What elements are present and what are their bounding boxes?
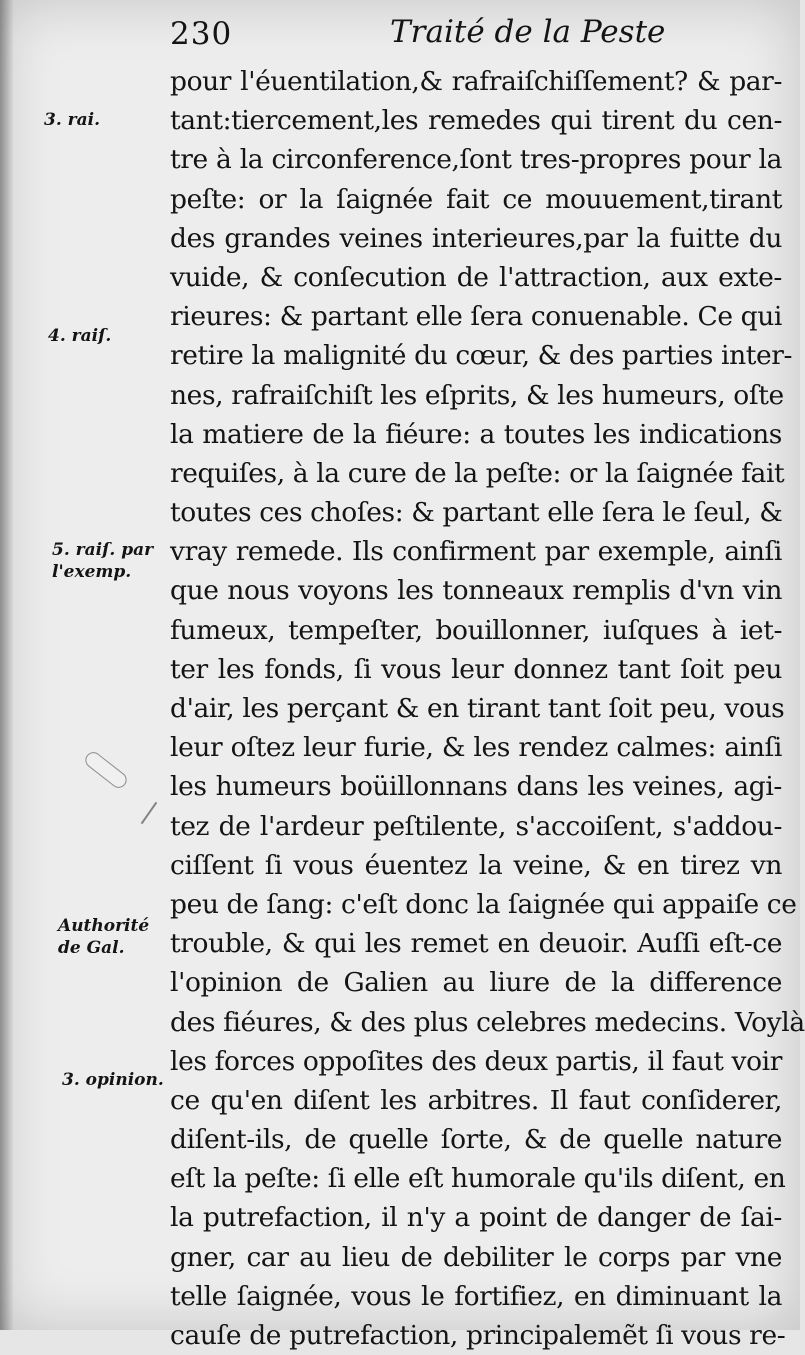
margin-notes [0,62,170,1330]
text-line: diſent-ils, de quelle ſorte, & de quelle nature [170,1124,782,1156]
margin-note: de Gal. [58,938,125,958]
text-line: pour l'éuentilation,& rafraiſchiſſement? & par- [170,66,782,97]
margin-note: 3. opinion. [62,1070,164,1090]
margin-note: Authorité [58,916,150,936]
text-line: ter les fonds, ſi vous leur donnez tant ſoit peu [170,653,782,685]
text-line: l'opinion de Galien au liure de la difference [170,967,782,999]
text-line: peu de ſang: c'eſt donc la ſaignée qui appaiſe ce [170,888,797,920]
margin-note: 5. raiſ. par [52,540,154,560]
text-line: trouble, & qui les remet en deuoir. Auſſi eſt-ce [170,928,782,960]
text-line: telle ſaignée, vous le fortifiez, en diminuant la [170,1280,782,1312]
text-line: les humeurs boüillonnans dans les veines, agi- [170,771,782,803]
text-line: leur oſtez leur furie, & les rendez calmes: ainſi [170,732,782,764]
text-line: cauſe de putrefaction, principalemẽt ſi vous re- [170,1320,786,1351]
text-line: vuide, & conſecution de l'attraction, aux exte- [170,261,782,293]
text-line: requiſes, à la cure de la peſte: or la ſaignée fait [170,457,785,489]
text-line: ciſſent ſi vous éuentez la veine, & en tirez vn [170,849,782,881]
ink-stroke [141,802,158,824]
page-number: 230 [170,16,233,52]
text-line: ce qu'en diſent les arbitres. Il faut conſiderer, [170,1084,782,1116]
text-line: la putrefaction, il n'y a point de danger de ſai- [170,1202,782,1234]
text-line: des grandes veines interieures,par la fuitte du [170,222,782,254]
text-line: peſte: or la ſaignée fait ce mouuement,tirant [170,183,782,215]
text-line: la matiere de la fiéure: a toutes les indications [170,418,782,450]
text-line: gner, car au lieu de debiliter le corps par vne [170,1241,782,1273]
text-line: fumeux, tempeſter, bouillonner, iuſques à iet- [170,614,782,646]
text-line: que nous voyons les tonneaux remplis d'vn vin [170,575,782,607]
margin-note: 3. rai. [44,110,101,130]
margin-note: 4. raiſ. [48,326,112,346]
text-line: nes, rafraiſchiſt les eſprits, & les humeurs, oſte [170,379,784,411]
text-line: tez de l'ardeur peſtilente, s'accoiſent, s'addou- [170,810,782,842]
text-line: toutes ces choſes: & partant elle ſera le ſeul, & [170,497,783,529]
running-head [0,14,800,50]
running-title: Traité de la Peste [390,14,666,50]
text-line: retire la malignité du cœur, & des parties inter- [170,340,793,372]
margin-note: l'exemp. [52,562,132,582]
text-line: d'air, les perçant & en tirant tant ſoit peu, vous [170,693,785,724]
text-line: eſt la peſte: ſi elle eſt humorale qu'ils diſent, en [170,1163,786,1195]
text-line: tre à la circonference,ſont tres-propres pour la [170,144,782,176]
ink-blot [82,749,130,791]
text-line: des fiéures, & des plus celebres medecins. Voylà [170,1006,805,1038]
text-line: tant:tiercement,les remedes qui tirent du cen- [170,105,782,137]
text-line: rieures: & partant elle ſera conuenable. Ce qui [170,301,782,333]
text-line: vray remede. Ils confirment par exemple, ainſi [170,536,782,568]
body-text [170,62,805,1355]
text-line: les forces oppoſites des deux partis, il faut voir [170,1045,782,1077]
